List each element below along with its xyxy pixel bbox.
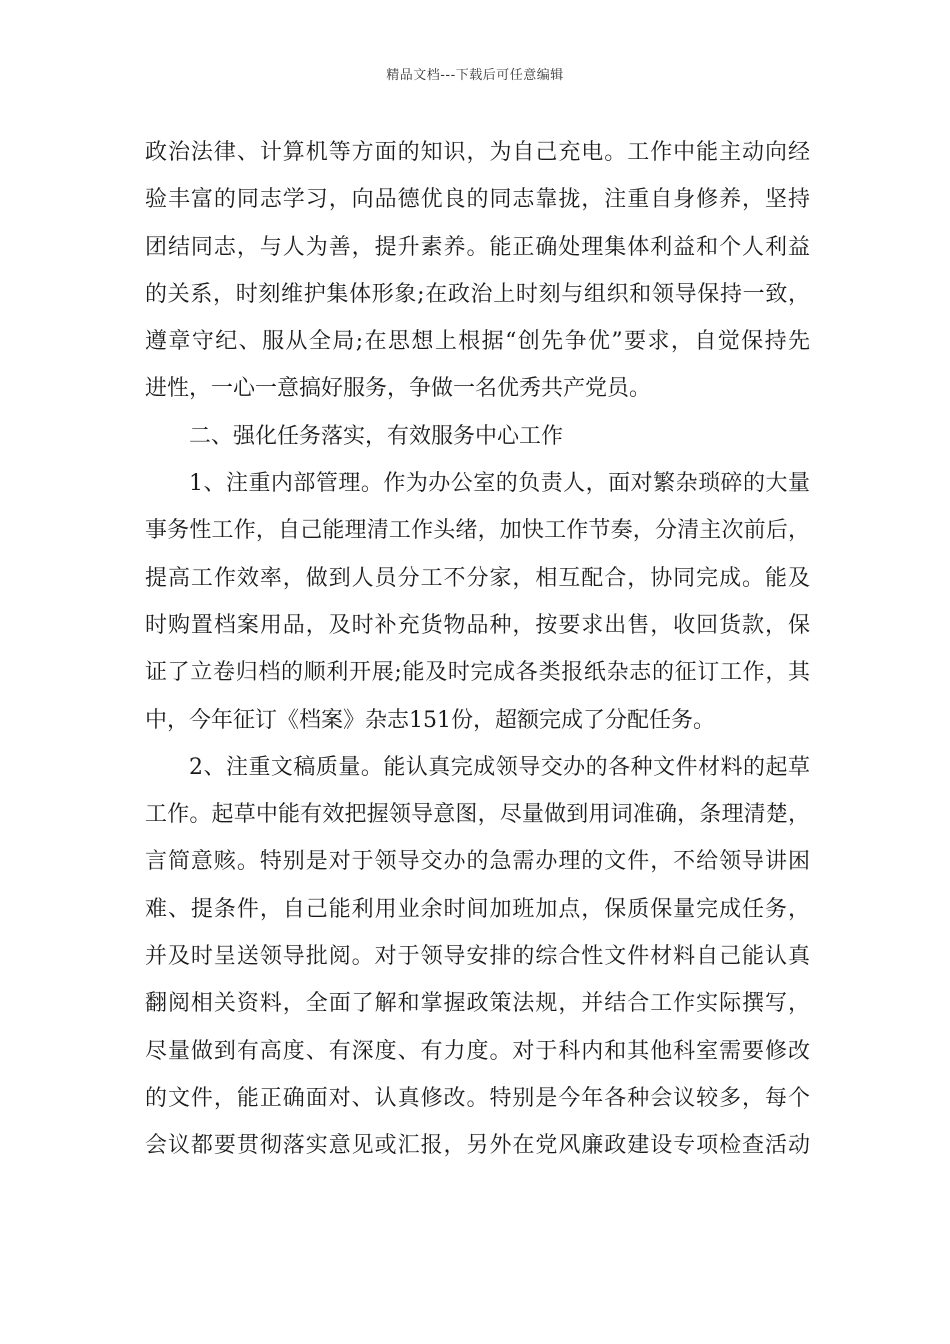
text-line: 1、注重内部管理。作为办公室的负责人，面对繁杂琐碎的大量 [189, 471, 810, 497]
text-line: 并及时呈送领导批阅。对于领导安排的综合性文件材料自己能认真 [145, 944, 810, 970]
text-line: 的关系，时刻维护集体形象;在政治上时刻与组织和领导保持一致， [145, 281, 810, 307]
text-line: 团结同志，与人为善，提升素养。能正确处理集体利益和个人利益 [145, 234, 810, 260]
text-line: 2、注重文稿质量。能认真完成领导交办的各种文件材料的起草 [189, 754, 810, 780]
text-line: 中，今年征订《档案》杂志151份，超额完成了分配任务。 [145, 707, 715, 733]
page-header: 精品文档---下载后可任意编辑 [386, 68, 564, 83]
text-line: 的文件，能正确面对、认真修改。特别是今年各种会议较多，每个 [145, 1085, 810, 1111]
text-line: 提高工作效率，做到人员分工不分家，相互配合，协同完成。能及 [145, 565, 810, 591]
text-line: 难、提条件，自己能利用业余时间加班加点，保质保量完成任务， [145, 896, 810, 922]
text-line: 进性，一心一意搞好服务，争做一名优秀共产党员。 [145, 376, 652, 402]
text-line: 尽量做到有高度、有深度、有力度。对于科内和其他科室需要修改 [145, 1038, 810, 1064]
text-line: 会议都要贯彻落实意见或汇报，另外在党风廉政建设专项检查活动 [145, 1133, 810, 1159]
section-heading: 二、强化任务落实，有效服务中心工作 [189, 423, 564, 449]
text-line: 言简意赅。特别是对于领导交办的急需办理的文件，不给领导讲困 [145, 849, 810, 875]
text-line: 政治法律、计算机等方面的知识，为自己充电。工作中能主动向经 [145, 140, 810, 165]
text-line: 验丰富的同志学习，向品德优良的同志靠拢，注重自身修养，坚持 [145, 187, 810, 213]
text-line: 遵章守纪、服从全局;在思想上根据“创先争优”要求，自觉保持先 [145, 329, 810, 355]
text-line: 翻阅相关资料，全面了解和掌握政策法规，并结合工作实际撰写， [145, 991, 810, 1017]
document-body [145, 129, 810, 1170]
text-line: 工作。起草中能有效把握领导意图，尽量做到用词准确，条理清楚， [145, 802, 810, 828]
text-line: 证了立卷归档的顺利开展;能及时完成各类报纸杂志的征订工作，其 [145, 660, 810, 686]
text-line: 事务性工作，自己能理清工作头绪，加快工作节奏，分清主次前后， [145, 518, 810, 544]
text-line: 时购置档案用品，及时补充货物品种，按要求出售，收回货款，保 [145, 612, 810, 638]
